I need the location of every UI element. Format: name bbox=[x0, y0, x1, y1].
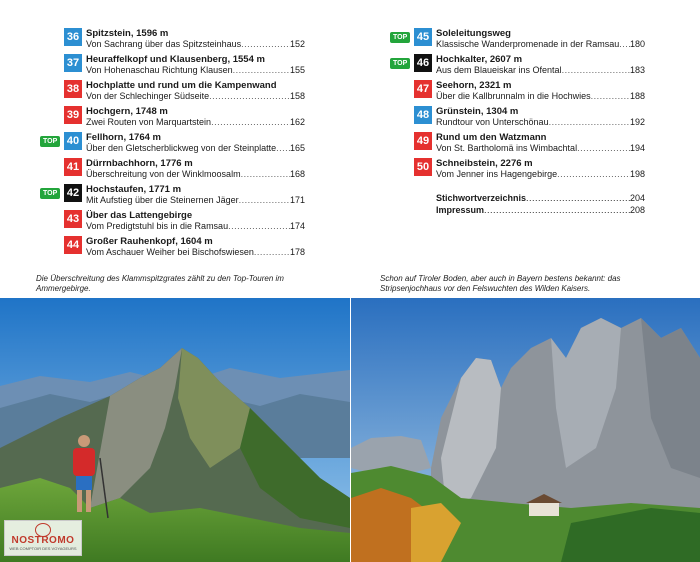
toc-entry[interactable] bbox=[40, 158, 305, 180]
tour-title: Über das Lattengebirge bbox=[86, 210, 193, 221]
toc-entry[interactable] bbox=[40, 132, 305, 154]
tour-title: Fellhorn, 1764 m bbox=[86, 132, 161, 143]
tour-title: Rund um den Watzmann bbox=[436, 132, 547, 143]
tour-subline bbox=[86, 65, 305, 76]
tour-page: 162 bbox=[289, 117, 305, 127]
tour-text bbox=[436, 158, 645, 180]
tour-subtitle: Rundtour von Unterschönau bbox=[436, 117, 549, 127]
tour-page: 192 bbox=[629, 117, 645, 127]
tour-subtitle: Von Sachrang über das Spitzsteinhaus bbox=[86, 39, 242, 49]
imprint-label: Impressum bbox=[436, 205, 485, 215]
tour-text bbox=[436, 132, 645, 154]
tour-subline bbox=[86, 169, 305, 180]
caption-left: Die Überschreitung des Klammspitzgrates zählt zu den Top-Touren im Ammergebirge. bbox=[36, 274, 284, 293]
tour-number: 46 bbox=[414, 54, 432, 72]
tour-number: 39 bbox=[64, 106, 82, 124]
tour-title: Grünstein, 1304 m bbox=[436, 106, 519, 117]
toc-entry[interactable] bbox=[40, 210, 305, 232]
top-badge: TOP bbox=[390, 32, 410, 43]
tour-subline bbox=[86, 143, 305, 154]
tour-number: 41 bbox=[64, 158, 82, 176]
tour-page: 180 bbox=[629, 39, 645, 49]
tour-page: 165 bbox=[289, 143, 305, 153]
tour-title: Hochstaufen, 1771 m bbox=[86, 184, 182, 195]
photo-wilder-kaiser bbox=[351, 298, 700, 562]
tour-subtitle: Vom Predigtstuhl bis in die Ramsau bbox=[86, 221, 229, 231]
tour-page: 168 bbox=[289, 169, 305, 179]
toc-right-column bbox=[390, 0, 645, 216]
tour-page: 194 bbox=[629, 143, 645, 153]
tour-text bbox=[436, 106, 645, 128]
tour-subline bbox=[86, 91, 305, 102]
tour-subtitle: Zwei Routen von Marquartstein bbox=[86, 117, 212, 127]
toc-entry[interactable] bbox=[40, 54, 305, 76]
tour-subline bbox=[436, 117, 645, 128]
tour-title: Dürrnbachhorn, 1776 m bbox=[86, 158, 193, 169]
top-badge: TOP bbox=[40, 136, 60, 147]
toc-entry[interactable] bbox=[40, 106, 305, 128]
tour-subline bbox=[86, 247, 305, 258]
tour-page: 183 bbox=[629, 65, 645, 75]
toc-extra-index[interactable] bbox=[436, 192, 645, 204]
tour-page: 198 bbox=[629, 169, 645, 179]
toc-entry[interactable] bbox=[390, 80, 645, 102]
top-badge: TOP bbox=[40, 188, 60, 199]
tour-title: Seehorn, 2321 m bbox=[436, 80, 512, 91]
toc-entry[interactable] bbox=[390, 106, 645, 128]
tour-number: 42 bbox=[64, 184, 82, 202]
tour-text bbox=[86, 236, 305, 258]
tour-page: 188 bbox=[629, 91, 645, 101]
logo-tagline: WEB COMPTOIR DES VOYAGEURS bbox=[9, 546, 77, 551]
tour-subtitle: Vom Jenner ins Hagengebirge bbox=[436, 169, 558, 179]
tour-page: 171 bbox=[289, 195, 305, 205]
top-badge: TOP bbox=[390, 58, 410, 69]
index-label: Stichwortverzeichnis bbox=[436, 193, 527, 203]
tour-title: Soleleitungsweg bbox=[436, 28, 511, 39]
tour-number: 50 bbox=[414, 158, 432, 176]
tour-title: Hochkalter, 2607 m bbox=[436, 54, 523, 65]
toc-entry[interactable] bbox=[40, 28, 305, 50]
photo-klammspitzgrat bbox=[0, 298, 350, 562]
tour-title: Schneibstein, 2276 m bbox=[436, 158, 533, 169]
tour-subline bbox=[436, 39, 645, 50]
tour-subtitle: Klassische Wanderpromenade in der Ramsau bbox=[436, 39, 620, 49]
tour-title: Hochplatte und rund um die Kampenwand bbox=[86, 80, 277, 91]
tour-subline bbox=[436, 65, 645, 76]
tour-text bbox=[436, 28, 645, 50]
index-page: 204 bbox=[629, 193, 645, 203]
tour-subline bbox=[436, 91, 645, 102]
tour-subtitle: Überschreitung von der Winklmoosalm bbox=[86, 169, 241, 179]
tour-text bbox=[86, 54, 305, 76]
toc-entry[interactable] bbox=[390, 158, 645, 180]
tour-number: 48 bbox=[414, 106, 432, 124]
tour-number: 36 bbox=[64, 28, 82, 46]
tour-number: 49 bbox=[414, 132, 432, 150]
tour-page: 158 bbox=[289, 91, 305, 101]
logo-name: NOSTROMO bbox=[11, 535, 75, 546]
tour-subline bbox=[436, 169, 645, 180]
toc-entry[interactable] bbox=[390, 132, 645, 154]
tour-subtitle: Vom Aschauer Weiher bei Bischofswiesen bbox=[86, 247, 254, 257]
tour-number: 38 bbox=[64, 80, 82, 98]
toc-right-entries bbox=[390, 28, 645, 180]
tour-text bbox=[86, 184, 305, 206]
tour-subline bbox=[86, 117, 305, 128]
toc-entry[interactable] bbox=[40, 236, 305, 258]
tour-text bbox=[86, 132, 305, 154]
tour-page: 178 bbox=[289, 247, 305, 257]
tour-subtitle: Von Hohenaschau Richtung Klausen bbox=[86, 65, 233, 75]
tour-subline bbox=[436, 143, 645, 154]
tour-text bbox=[436, 80, 645, 102]
tour-text bbox=[86, 210, 305, 232]
tour-text bbox=[86, 106, 305, 128]
tour-subtitle: Aus dem Blaueiskar ins Ofental bbox=[436, 65, 562, 75]
tour-text bbox=[86, 28, 305, 50]
caption-right: Schon auf Tiroler Boden, aber auch in Bayern bestens bekannt: das Stripsenjochhaus vor den Felswuchten des Wilden Kaisers. bbox=[380, 274, 621, 293]
tour-text bbox=[436, 54, 645, 76]
tour-subtitle: Von der Schlechinger Südseite bbox=[86, 91, 210, 101]
toc-extra-imprint[interactable] bbox=[436, 204, 645, 216]
toc-entry[interactable] bbox=[390, 54, 645, 76]
tour-text bbox=[86, 158, 305, 180]
tour-page: 155 bbox=[289, 65, 305, 75]
tour-text bbox=[86, 80, 305, 102]
toc-entry[interactable] bbox=[390, 28, 645, 50]
toc-entry[interactable] bbox=[40, 80, 305, 102]
tour-number: 44 bbox=[64, 236, 82, 254]
tour-page: 152 bbox=[289, 39, 305, 49]
tour-number: 47 bbox=[414, 80, 432, 98]
tour-subtitle: Über den Gletscherblickweg von der Steinplatte bbox=[86, 143, 277, 153]
toc-entry[interactable] bbox=[40, 184, 305, 206]
tour-subline bbox=[86, 195, 305, 206]
tour-subtitle: Mit Aufstieg über die Steinernen Jäger bbox=[86, 195, 239, 205]
tour-number: 37 bbox=[64, 54, 82, 72]
tour-subtitle: Über die Kallbrunnalm in die Hochwies bbox=[436, 91, 591, 101]
tour-number: 45 bbox=[414, 28, 432, 46]
tour-title: Spitzstein, 1596 m bbox=[86, 28, 169, 39]
nostromo-logo bbox=[4, 520, 82, 556]
imprint-page: 208 bbox=[629, 205, 645, 215]
tour-number: 43 bbox=[64, 210, 82, 228]
tour-title: Heuraffelkopf und Klausenberg, 1554 m bbox=[86, 54, 265, 65]
toc-left-column bbox=[40, 0, 305, 258]
tour-subtitle: Von St. Bartholomä ins Wimbachtal bbox=[436, 143, 578, 153]
tour-subline bbox=[86, 39, 305, 50]
tour-title: Hochgern, 1748 m bbox=[86, 106, 168, 117]
tour-number: 40 bbox=[64, 132, 82, 150]
tour-subline bbox=[86, 221, 305, 232]
tour-title: Großer Rauhenkopf, 1604 m bbox=[86, 236, 213, 247]
tour-page: 174 bbox=[289, 221, 305, 231]
